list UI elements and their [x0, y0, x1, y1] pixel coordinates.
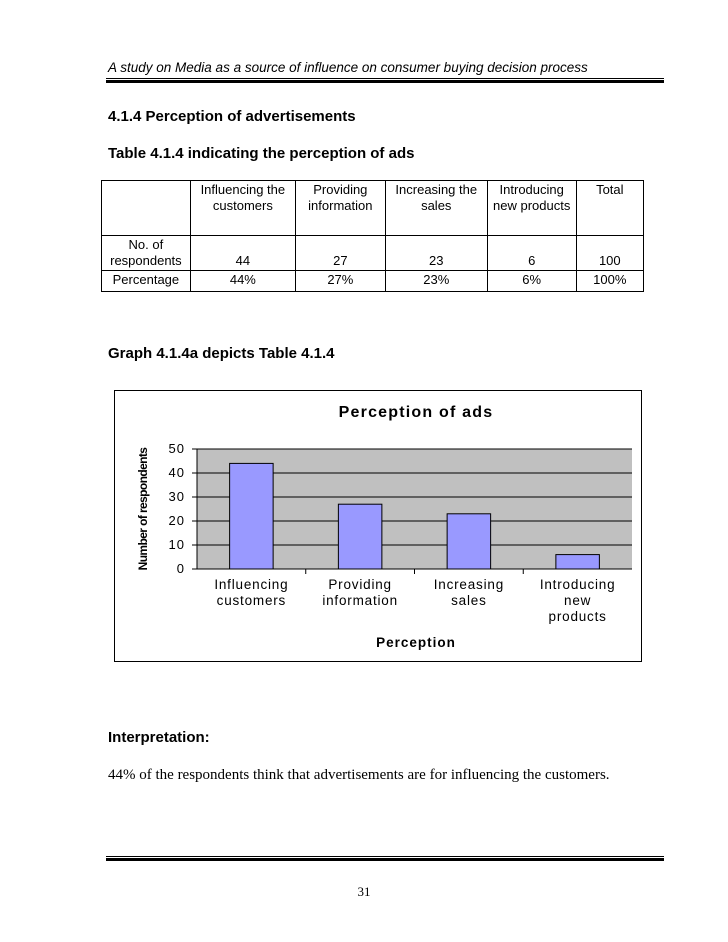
page-number: 31	[357, 884, 371, 899]
bar	[556, 555, 600, 569]
x-tick-label: Providing	[328, 577, 392, 592]
x-tick-label: Introducing	[539, 577, 616, 592]
table-header-cell: Introducing new products	[487, 181, 576, 236]
y-tick-label: 40	[168, 465, 185, 480]
bar	[338, 504, 382, 569]
x-tick-label: new	[564, 593, 592, 608]
y-tick-label: 30	[168, 489, 185, 504]
x-tick-label: information	[322, 593, 398, 608]
table-header-cell: Providing information	[295, 181, 385, 236]
table-cell: 23%	[385, 271, 487, 292]
interpretation-heading: Interpretation:	[108, 729, 210, 746]
perception-bar-chart	[115, 391, 641, 661]
table-header-cell: Total	[576, 181, 643, 236]
table-header-cell	[102, 181, 191, 236]
table-header-row	[102, 181, 644, 236]
x-tick-label: Influencing	[214, 577, 289, 592]
y-tick-label: 50	[168, 441, 185, 456]
table-cell: 44%	[190, 271, 295, 292]
section-heading: 4.1.4 Perception of advertisements	[108, 108, 356, 125]
bar	[447, 514, 491, 569]
table-cell: 27%	[295, 271, 385, 292]
footer-rule	[106, 856, 664, 861]
graph-caption: Graph 4.1.4a depicts Table 4.1.4	[108, 345, 335, 362]
x-axis-title: Perception	[376, 635, 456, 650]
table-cell: 27	[295, 236, 385, 271]
x-tick-label: sales	[451, 593, 487, 608]
table-caption: Table 4.1.4 indicating the perception of ads	[108, 145, 415, 162]
y-tick-label: 0	[176, 561, 185, 576]
table-cell: 100	[576, 236, 643, 271]
chart-title: Perception of ads	[338, 404, 494, 421]
x-tick-label: Increasing	[433, 577, 505, 592]
row-label: Percentage	[102, 271, 191, 292]
table-row	[102, 271, 644, 292]
chart-frame	[114, 390, 642, 662]
bar	[230, 463, 274, 569]
x-tick-label: products	[548, 609, 607, 624]
y-tick-label: 10	[168, 537, 185, 552]
table-cell: 23	[385, 236, 487, 271]
row-label: No. of respondents	[102, 236, 191, 271]
running-header: A study on Media as a source of influence on consumer buying decision process	[108, 60, 588, 75]
table-header-cell: Influencing the customers	[190, 181, 295, 236]
table-row	[102, 236, 644, 271]
table-header-cell: Increasing the sales	[385, 181, 487, 236]
header-rule	[106, 78, 664, 83]
y-axis-title: Number of respondents	[136, 447, 150, 571]
table-cell: 44	[190, 236, 295, 271]
x-tick-label: customers	[216, 593, 287, 608]
y-tick-label: 20	[168, 513, 185, 528]
interpretation-text: 44% of the respondents think that advertisements are for influencing the customers.	[108, 767, 610, 783]
table-cell: 6%	[487, 271, 576, 292]
table-cell: 100%	[576, 271, 643, 292]
perception-table	[101, 180, 644, 292]
table-cell: 6	[487, 236, 576, 271]
